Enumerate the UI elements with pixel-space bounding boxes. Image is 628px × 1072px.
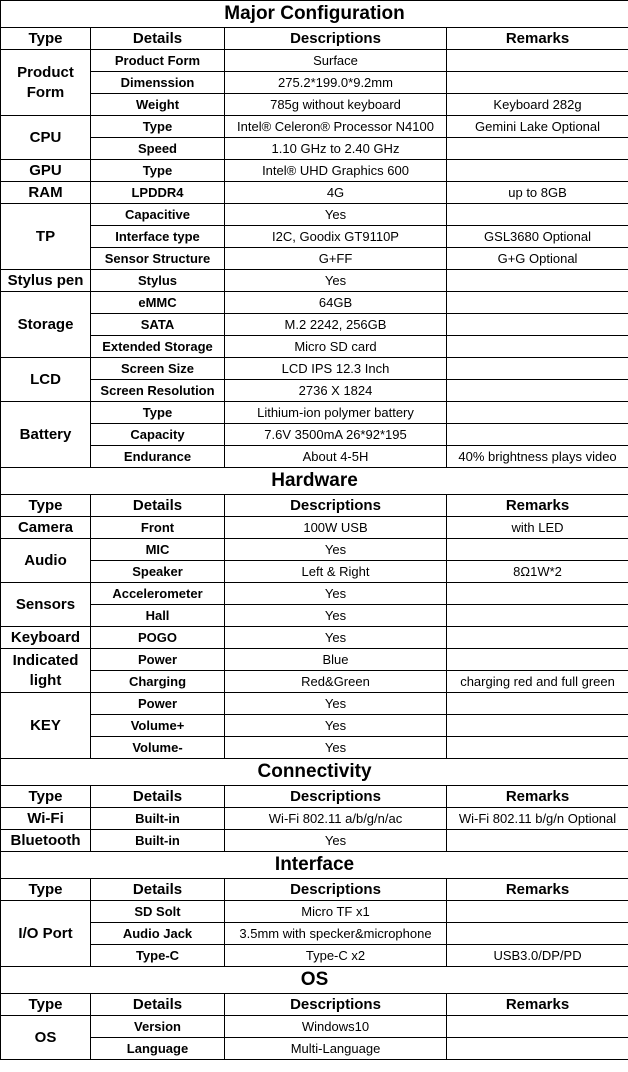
remarks-cell (447, 627, 628, 649)
details-cell: Version (91, 1016, 225, 1038)
table-row (1, 561, 628, 583)
description-cell: LCD IPS 12.3 Inch (225, 358, 447, 380)
table-row (1, 1016, 628, 1038)
header-details: Details (91, 495, 225, 517)
table-row (1, 923, 628, 945)
header-descriptions: Descriptions (225, 786, 447, 808)
description-cell: G+FF (225, 248, 447, 270)
description-cell: Windows10 (225, 1016, 447, 1038)
section-title: Hardware (1, 468, 628, 495)
description-cell: Yes (225, 583, 447, 605)
column-header-row (1, 28, 628, 50)
remarks-cell (447, 1016, 628, 1038)
table-row (1, 649, 628, 671)
type-cell: OS (1, 1016, 91, 1060)
table-row (1, 402, 628, 424)
header-type: Type (1, 994, 91, 1016)
remarks-cell: Keyboard 282g (447, 94, 628, 116)
table-row (1, 945, 628, 967)
remarks-cell (447, 830, 628, 852)
remarks-cell (447, 737, 628, 759)
type-cell: Indicated light (1, 649, 91, 693)
description-cell: 100W USB (225, 517, 447, 539)
remarks-cell (447, 715, 628, 737)
description-cell: 7.6V 3500mA 26*92*195 (225, 424, 447, 446)
table-row (1, 605, 628, 627)
description-cell: Yes (225, 270, 447, 292)
column-header-row (1, 495, 628, 517)
details-cell: MIC (91, 539, 225, 561)
table-row (1, 830, 628, 852)
section-title-row (1, 967, 628, 994)
description-cell: I2C, Goodix GT9110P (225, 226, 447, 248)
details-cell: Type (91, 116, 225, 138)
details-cell: Language (91, 1038, 225, 1060)
details-cell: LPDDR4 (91, 182, 225, 204)
remarks-cell (447, 539, 628, 561)
remarks-cell (447, 358, 628, 380)
table-row (1, 715, 628, 737)
header-descriptions: Descriptions (225, 28, 447, 50)
description-cell: Yes (225, 830, 447, 852)
description-cell: Yes (225, 737, 447, 759)
type-cell: RAM (1, 182, 91, 204)
description-cell: 64GB (225, 292, 447, 314)
type-cell: Keyboard (1, 627, 91, 649)
header-remarks: Remarks (447, 28, 628, 50)
table-row (1, 226, 628, 248)
header-remarks: Remarks (447, 495, 628, 517)
description-cell: Intel® Celeron® Processor N4100 (225, 116, 447, 138)
table-row (1, 248, 628, 270)
details-cell: Type (91, 160, 225, 182)
section-title-row (1, 852, 628, 879)
table-row (1, 72, 628, 94)
table-row (1, 583, 628, 605)
description-cell: Micro SD card (225, 336, 447, 358)
table-row (1, 671, 628, 693)
description-cell: Yes (225, 204, 447, 226)
description-cell: About 4-5H (225, 446, 447, 468)
table-row (1, 94, 628, 116)
remarks-cell (447, 424, 628, 446)
type-cell: Audio (1, 539, 91, 583)
type-cell: Camera (1, 517, 91, 539)
header-type: Type (1, 495, 91, 517)
remarks-cell (447, 138, 628, 160)
table-row (1, 160, 628, 182)
details-cell: Type (91, 402, 225, 424)
details-cell: Endurance (91, 446, 225, 468)
description-cell: 1.10 GHz to 2.40 GHz (225, 138, 447, 160)
details-cell: Audio Jack (91, 923, 225, 945)
details-cell: Charging (91, 671, 225, 693)
remarks-cell: 40% brightness plays video (447, 446, 628, 468)
table-row (1, 539, 628, 561)
description-cell: Intel® UHD Graphics 600 (225, 160, 447, 182)
details-cell: Product Form (91, 50, 225, 72)
remarks-cell (447, 336, 628, 358)
section-title-row (1, 468, 628, 495)
table-row (1, 204, 628, 226)
remarks-cell: USB3.0/DP/PD (447, 945, 628, 967)
section-title: OS (1, 967, 628, 994)
table-row (1, 292, 628, 314)
type-cell: KEY (1, 693, 91, 759)
table-row (1, 380, 628, 402)
details-cell: Power (91, 649, 225, 671)
remarks-cell (447, 292, 628, 314)
type-cell: LCD (1, 358, 91, 402)
description-cell: 2736 X 1824 (225, 380, 447, 402)
table-row (1, 358, 628, 380)
details-cell: Built-in (91, 830, 225, 852)
remarks-cell (447, 605, 628, 627)
details-cell: Speed (91, 138, 225, 160)
type-cell: Sensors (1, 583, 91, 627)
header-remarks: Remarks (447, 994, 628, 1016)
header-remarks: Remarks (447, 879, 628, 901)
remarks-cell (447, 204, 628, 226)
remarks-cell (447, 50, 628, 72)
description-cell: Surface (225, 50, 447, 72)
description-cell: Yes (225, 715, 447, 737)
details-cell: Dimenssion (91, 72, 225, 94)
remarks-cell: 8Ω1W*2 (447, 561, 628, 583)
remarks-cell (447, 380, 628, 402)
description-cell: Yes (225, 693, 447, 715)
header-type: Type (1, 786, 91, 808)
remarks-cell: Gemini Lake Optional (447, 116, 628, 138)
table-row (1, 336, 628, 358)
details-cell: Interface type (91, 226, 225, 248)
details-cell: Screen Size (91, 358, 225, 380)
header-remarks: Remarks (447, 786, 628, 808)
header-type: Type (1, 28, 91, 50)
details-cell: Capacitive (91, 204, 225, 226)
column-header-row (1, 879, 628, 901)
section-title: Connectivity (1, 759, 628, 786)
remarks-cell (447, 583, 628, 605)
type-cell: TP (1, 204, 91, 270)
remarks-cell (447, 901, 628, 923)
column-header-row (1, 994, 628, 1016)
remarks-cell (447, 649, 628, 671)
remarks-cell (447, 1038, 628, 1060)
details-cell: eMMC (91, 292, 225, 314)
type-cell: Stylus pen (1, 270, 91, 292)
description-cell: 275.2*199.0*9.2mm (225, 72, 447, 94)
details-cell: Hall (91, 605, 225, 627)
remarks-cell (447, 314, 628, 336)
details-cell: Accelerometer (91, 583, 225, 605)
table-row (1, 138, 628, 160)
header-details: Details (91, 28, 225, 50)
details-cell: Capacity (91, 424, 225, 446)
table-row (1, 182, 628, 204)
section-title: Interface (1, 852, 628, 879)
type-cell: CPU (1, 116, 91, 160)
remarks-cell (447, 160, 628, 182)
header-details: Details (91, 994, 225, 1016)
remarks-cell (447, 270, 628, 292)
table-row (1, 808, 628, 830)
type-cell: Wi-Fi (1, 808, 91, 830)
description-cell: 4G (225, 182, 447, 204)
description-cell: Multi-Language (225, 1038, 447, 1060)
table-row (1, 517, 628, 539)
header-details: Details (91, 879, 225, 901)
table-row (1, 270, 628, 292)
remarks-cell: charging red and full green (447, 671, 628, 693)
header-descriptions: Descriptions (225, 879, 447, 901)
header-descriptions: Descriptions (225, 994, 447, 1016)
type-cell: I/O Port (1, 901, 91, 967)
details-cell: SD Solt (91, 901, 225, 923)
table-row (1, 1038, 628, 1060)
description-cell: M.2 2242, 256GB (225, 314, 447, 336)
description-cell: 785g without keyboard (225, 94, 447, 116)
table-row (1, 424, 628, 446)
table-row (1, 693, 628, 715)
details-cell: Extended Storage (91, 336, 225, 358)
header-descriptions: Descriptions (225, 495, 447, 517)
description-cell: Yes (225, 539, 447, 561)
description-cell: Red&Green (225, 671, 447, 693)
remarks-cell: Wi-Fi 802.11 b/g/n Optional (447, 808, 628, 830)
type-cell: Product Form (1, 50, 91, 116)
description-cell: Left & Right (225, 561, 447, 583)
type-cell: Storage (1, 292, 91, 358)
details-cell: Weight (91, 94, 225, 116)
description-cell: Yes (225, 605, 447, 627)
details-cell: Type-C (91, 945, 225, 967)
header-type: Type (1, 879, 91, 901)
table-row (1, 50, 628, 72)
remarks-cell (447, 72, 628, 94)
description-cell: Lithium-ion polymer battery (225, 402, 447, 424)
details-cell: Volume+ (91, 715, 225, 737)
table-row (1, 314, 628, 336)
description-cell: Wi-Fi 802.11 a/b/g/n/ac (225, 808, 447, 830)
remarks-cell: up to 8GB (447, 182, 628, 204)
details-cell: Volume- (91, 737, 225, 759)
table-row (1, 116, 628, 138)
details-cell: POGO (91, 627, 225, 649)
details-cell: Speaker (91, 561, 225, 583)
type-cell: GPU (1, 160, 91, 182)
remarks-cell (447, 693, 628, 715)
table-row (1, 901, 628, 923)
remarks-cell: with LED (447, 517, 628, 539)
column-header-row (1, 786, 628, 808)
description-cell: 3.5mm with specker&microphone (225, 923, 447, 945)
remarks-cell (447, 402, 628, 424)
table-row (1, 737, 628, 759)
remarks-cell: GSL3680 Optional (447, 226, 628, 248)
remarks-cell (447, 923, 628, 945)
table-row (1, 446, 628, 468)
description-cell: Yes (225, 627, 447, 649)
details-cell: Screen Resolution (91, 380, 225, 402)
description-cell: Type-C x2 (225, 945, 447, 967)
type-cell: Battery (1, 402, 91, 468)
details-cell: Stylus (91, 270, 225, 292)
header-details: Details (91, 786, 225, 808)
section-title-row (1, 1, 628, 28)
details-cell: SATA (91, 314, 225, 336)
section-title-row (1, 759, 628, 786)
details-cell: Built-in (91, 808, 225, 830)
type-cell: Bluetooth (1, 830, 91, 852)
description-cell: Micro TF x1 (225, 901, 447, 923)
details-cell: Sensor Structure (91, 248, 225, 270)
details-cell: Power (91, 693, 225, 715)
details-cell: Front (91, 517, 225, 539)
table-row (1, 627, 628, 649)
description-cell: Blue (225, 649, 447, 671)
section-title: Major Configuration (1, 1, 628, 28)
remarks-cell: G+G Optional (447, 248, 628, 270)
